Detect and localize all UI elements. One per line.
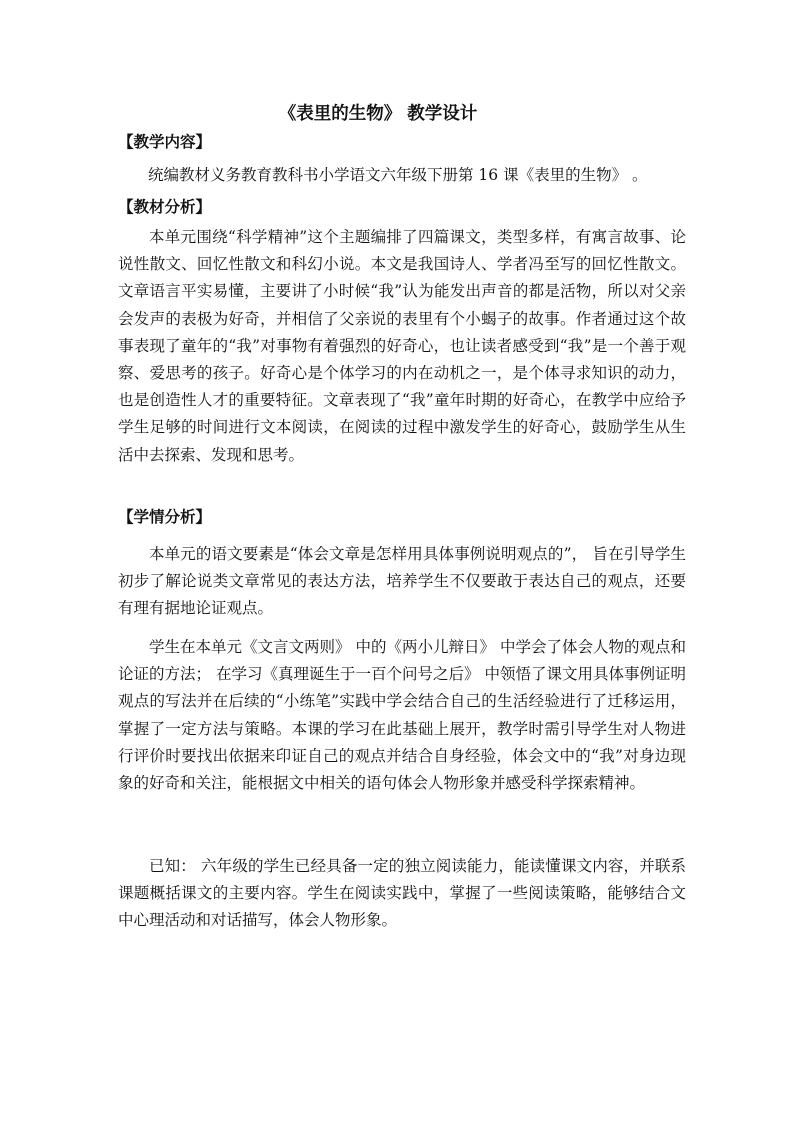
textbook-analysis-paragraph: 本单元围绕“科学精神”这个主题编排了四篇课文，类型多样，有寓言故事、论说性散文、回忆性散文和科幻小说。本文是我国诗人、学者冯至写的回忆性散文。文章语言平实易懂，主要讲了小时候“我”认为能发出声音的都是活物，所以对父亲会发声的表极为好奇，并相信了父亲说的表里有个小蝎子的故事。作者通过这个故事表现了童年的“我”对事物有着强烈的好奇心，也让读者感受到“我”是一个善于观察、爱思考的孩子。好奇心是个体学习的内在动机之一，是个体寻求知识的动力，也是创造性人才的重要特征。文章表现了“我”童年时期的好奇心，在教学中应给予学生足够的时间进行文本阅读，在阅读的过程中激发学生的好奇心，鼓励学生从生活中去探索、发现和思考。 <box>118 228 686 464</box>
learner-analysis-paragraph-1: 本单元的语文要素是“体会文章是怎样用具体事例说明观点的”， 旨在引导学生初步了解论说类文章常见的表达方法，培养学生不仅要敢于表达自己的观点，还要有理有据地论证观点。 <box>118 545 686 618</box>
section-heading-textbook-analysis: 【教材分析】 <box>118 198 212 216</box>
learner-analysis-paragraph-3: 已知： 六年级的学生已经具备一定的独立阅读能力，能读懂课文内容，并联系课题概括课文的主要内容。学生在阅读实践中，掌握了一些阅读策略，能够结合文中心理活动和对话描写，体会人物形象。 <box>118 857 686 930</box>
learner-analysis-paragraph-2: 学生在本单元《文言文两则》 中的《两小儿辩日》 中学会了体会人物的观点和论证的方法； 在学习《真理诞生于一百个问号之后》 中领悟了课文用具体事例证明观点的写法并在后续的“小练笔”实践中学会结合自己的生活经验进行了迁移运用，掌握了一定方法与策略。本课的学习在此基础上展开，教学时需引导学生对人物进行评价时要找出依据来印证自己的观点并结合自身经验，体会文中的“我”对身边现象的好奇和关注，能根据文中相关的语句体会人物形象并感受科学探索精神。 <box>118 638 686 793</box>
document-title: 《表里的生物》 教学设计 <box>278 104 478 124</box>
teaching-content-paragraph: 统编教材义务教育教科书小学语文六年级下册第 16 课《表里的生物》 。 <box>148 166 648 184</box>
section-heading-learner-analysis: 【学情分析】 <box>118 508 212 526</box>
section-heading-teaching-content: 【教学内容】 <box>118 133 212 151</box>
